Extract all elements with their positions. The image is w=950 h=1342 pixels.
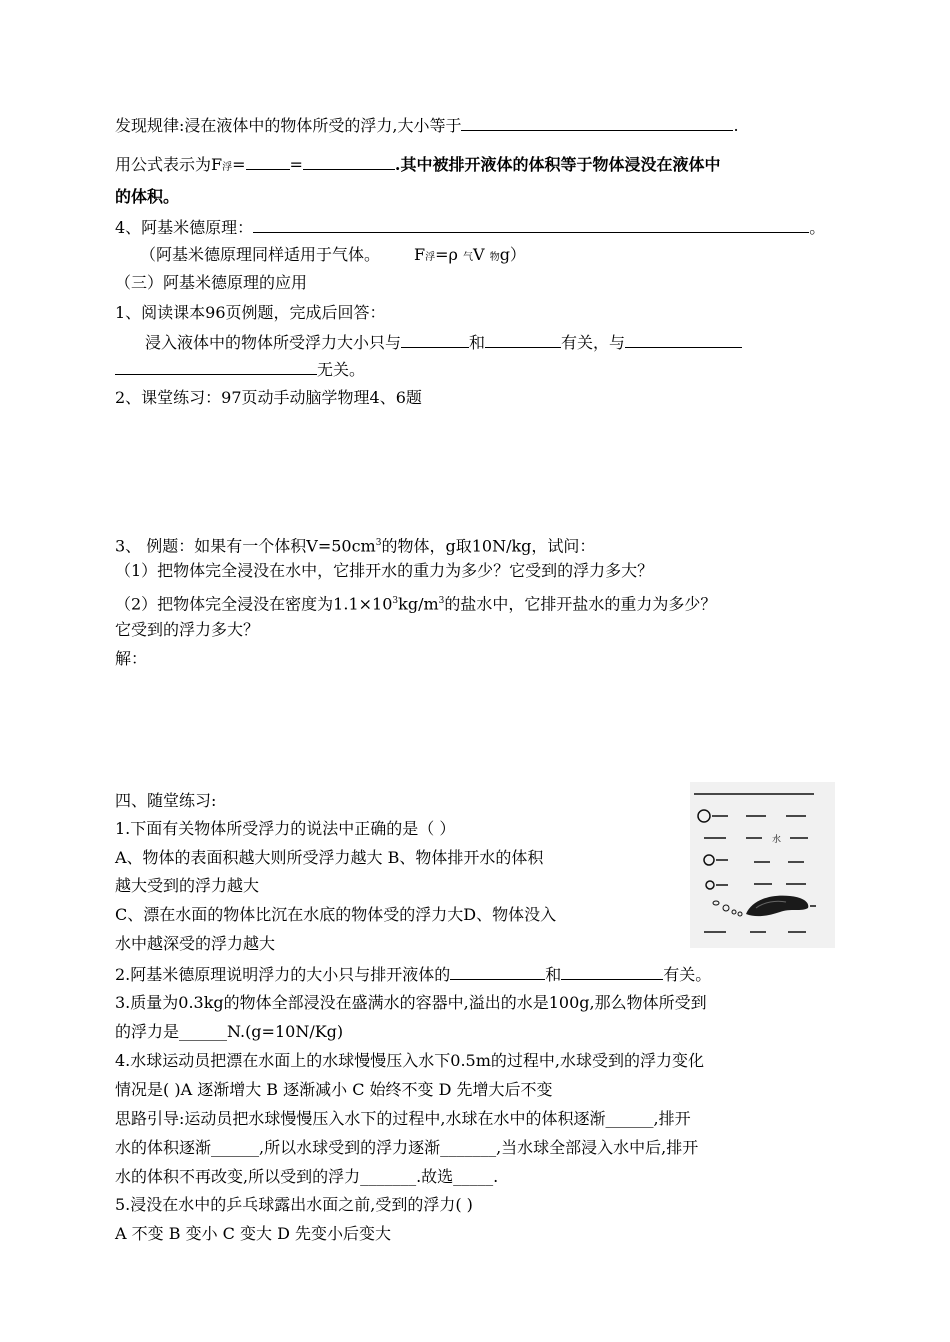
part4-p1-ab-1: A、物体的表面积越大则所受浮力越大 B、物体排开水的体积 <box>115 848 544 867</box>
part4-p5-options: A 不变 B 变小 C 变大 D 先变小后变大 <box>115 1224 391 1243</box>
formula-bold-text: .其中被排开液体的体积等于物体浸没在液体中 <box>394 155 721 174</box>
part3-item3: 3、 例题：如果有一个体积$V=50cm^3$的物体，g取10N/kg，试问： <box>115 536 596 556</box>
part3-item2: 2、课堂练习：97页动手动脑学物理4、6题 <box>115 388 422 407</box>
part3-q1: （1）把物体完全浸没在水中，它排开水的重力为多少？它受到的浮力多大？ <box>115 561 654 580</box>
part4-hint-3: 水的体积不再改变,所以受到的浮力_______.故选_____. <box>115 1167 499 1186</box>
item1-blank-2[interactable] <box>485 331 561 348</box>
part4-hint-1: 思路引导:运动员把水球慢慢压入水下的过程中,水球在水中的体积逐渐______,排开 <box>115 1109 691 1128</box>
part4-hint-2: 水的体积逐渐______,所以水球受到的浮力逐渐_______,当水球全部浸入水中后,排开 <box>115 1138 699 1157</box>
part3-q2: （2）把物体完全浸没在密度为$1.1\times 10^3kg/m^3$的盐水中，它排开盐水的重力为多少？ <box>115 594 717 614</box>
part4-p1-cd-2: 水中越深受的浮力越大 <box>115 934 276 953</box>
formula-blank-2[interactable] <box>303 153 395 170</box>
water-ball-illustration <box>690 782 835 948</box>
formula-bold-cont: 的体积。 <box>115 187 180 206</box>
rule-label: 发现规律:浸在液体中的物体所受的浮力,大小等于 <box>115 116 462 135</box>
formula-blank-1[interactable] <box>246 153 290 170</box>
item1-blank-1[interactable] <box>401 331 469 348</box>
formula-line: 用公式表示为F浮= = .其中被排开液体的体积等于物体浸没在液体中 <box>115 155 721 174</box>
part4-p3-1: 3.质量为0.3kg的物体全部浸没在盛满水的容器中,溢出的水是100g,那么物体所受到 <box>115 993 707 1012</box>
rule-line: 发现规律:浸在液体中的物体所受的浮力,大小等于 . <box>115 116 739 135</box>
part4-p4-1: 4.水球运动员把漂在水面上的水球慢慢压入水下0.5m的过程中,水球受到的浮力变化 <box>115 1051 704 1070</box>
part3-item1: 1、阅读课本96页例题，完成后回答： <box>115 303 386 322</box>
item1-blank-3[interactable] <box>625 331 742 348</box>
part4-p1-cd-1: C、漂在水面的物体比沉在水底的物体受的浮力大D、物体没入 <box>115 905 557 924</box>
part4-p3-2: 的浮力是______N.(g=10N/Kg) <box>115 1022 344 1041</box>
water-mark: 水 <box>772 835 782 845</box>
archimedes-note: （阿基米德原理同样适用于气体。 F浮=ρ 气V 物g） <box>140 245 526 264</box>
p2-blank-2[interactable] <box>561 963 663 980</box>
part3-solve: 解： <box>115 649 148 668</box>
archimedes-blank[interactable] <box>253 216 809 233</box>
part4-p5: 5.浸没在水中的乒乓球露出水面之前,受到的浮力( ) <box>115 1195 473 1214</box>
part4-heading: 四、随堂练习: <box>115 791 217 810</box>
archimedes-line: 4、阿基米德原理： 。 <box>115 218 826 237</box>
part4-p4-2: 情况是( )A 逐渐增大 B 逐渐减小 C 始终不变 D 先增大后不变 <box>115 1080 553 1099</box>
water-ball-figure <box>690 782 835 948</box>
part4-p2: 2.阿基米德原理说明浮力的大小只与排开液体的 和 有关。 <box>115 965 712 984</box>
p2-blank-1[interactable] <box>450 963 545 980</box>
part3-q2-cont: 它受到的浮力多大？ <box>115 620 260 639</box>
part4-p1-ab-2: 越大受到的浮力越大 <box>115 876 260 895</box>
part4-p1: 1.下面有关物体所受浮力的说法中正确的是（ ） <box>115 819 456 838</box>
part3-item1-line2: 无关。 <box>115 358 365 381</box>
part3-item1-line: 浸入液体中的物体所受浮力大小只与 和 有关，与 <box>145 331 742 354</box>
rule-blank[interactable] <box>461 114 733 131</box>
item1-blank-4[interactable] <box>115 358 317 375</box>
part3-heading: （三）阿基米德原理的应用 <box>115 273 308 292</box>
